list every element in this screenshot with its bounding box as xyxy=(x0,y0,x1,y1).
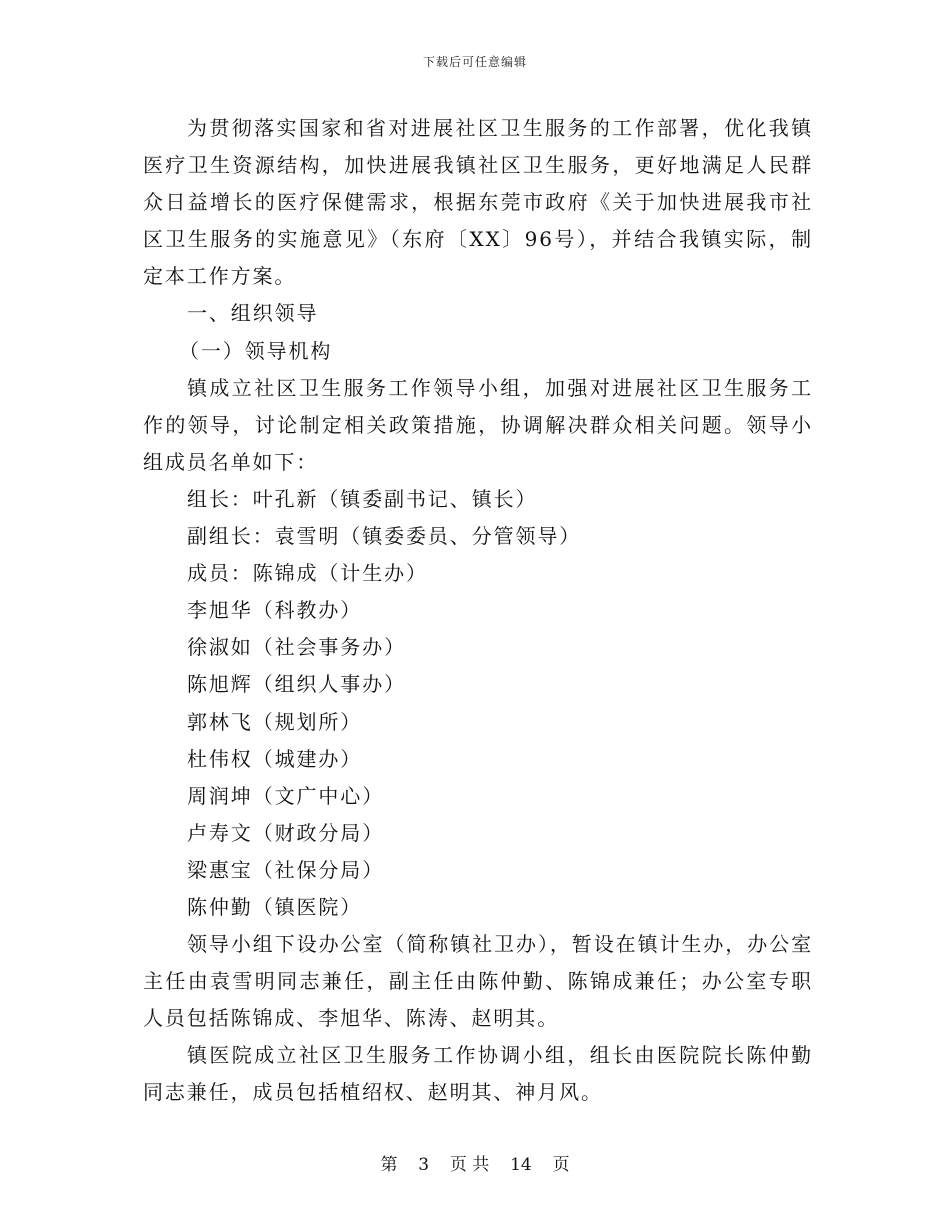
hospital-paragraph: 镇医院成立社区卫生服务工作协调小组，组长由医院院长陈仲勤同志兼任，成员包括植绍权、赵明其、神月风。 xyxy=(143,1043,813,1105)
member-line: 陈旭辉（组织人事办） xyxy=(187,672,406,697)
page-header: 下载后可任意编辑 xyxy=(422,55,527,69)
intro-paragraph: 为贯彻落实国家和省对进展社区卫生服务的工作部署，优化我镇医疗卫生资源结构，加快进展我镇社区卫生服务，更好地满足人民群众日益增长的医疗保健需求，根据东莞市政府《关于加快进展我市社区卫生服务的实施意见》（东府〔XX〕96号），并结合我镇实际，制定本工作方案。 xyxy=(143,116,813,289)
footer-suffix: 页 xyxy=(552,1155,570,1175)
member-line: 卢寿文（财政分局） xyxy=(187,820,385,845)
member-line: 成员：陈锦成（计生办） xyxy=(187,561,428,586)
page-footer xyxy=(0,1155,950,1175)
footer-middle: 页 共 xyxy=(449,1155,490,1175)
total-pages-number: 14 xyxy=(510,1155,532,1175)
footer-prefix: 第 xyxy=(380,1155,398,1175)
document-body xyxy=(143,110,813,1112)
subsection-heading: （一）领导机构 xyxy=(179,338,333,363)
member-line: 梁惠宝（社保分局） xyxy=(187,857,385,882)
section-heading: 一、组织领导 xyxy=(187,301,319,326)
member-line: 李旭华（科教办） xyxy=(187,598,363,623)
member-line: 杜伟权（城建办） xyxy=(187,746,363,771)
deputy-leader-line: 副组长：袁雪明（镇委委员、分管领导） xyxy=(187,524,582,549)
member-line: 陈仲勤（镇医院） xyxy=(187,894,363,919)
leadership-paragraph: 镇成立社区卫生服务工作领导小组，加强对进展社区卫生服务工作的领导，讨论制定相关政策措施，协调解决群众相关问题。领导小组成员名单如下： xyxy=(143,375,813,474)
member-line: 周润坤（文广中心） xyxy=(187,783,385,808)
current-page-number: 3 xyxy=(418,1155,430,1175)
office-paragraph: 领导小组下设办公室（简称镇社卫办），暂设在镇计生办，办公室主任由袁雪明同志兼任，副主任由陈仲勤、陈锦成兼任；办公室专职人员包括陈锦成、李旭华、陈涛、赵明其。 xyxy=(143,932,813,1031)
member-line: 徐淑如（社会事务办） xyxy=(187,635,406,660)
member-line: 郭林飞（规划所） xyxy=(187,709,363,734)
leader-line: 组长：叶孔新（镇委副书记、镇长） xyxy=(187,486,538,511)
